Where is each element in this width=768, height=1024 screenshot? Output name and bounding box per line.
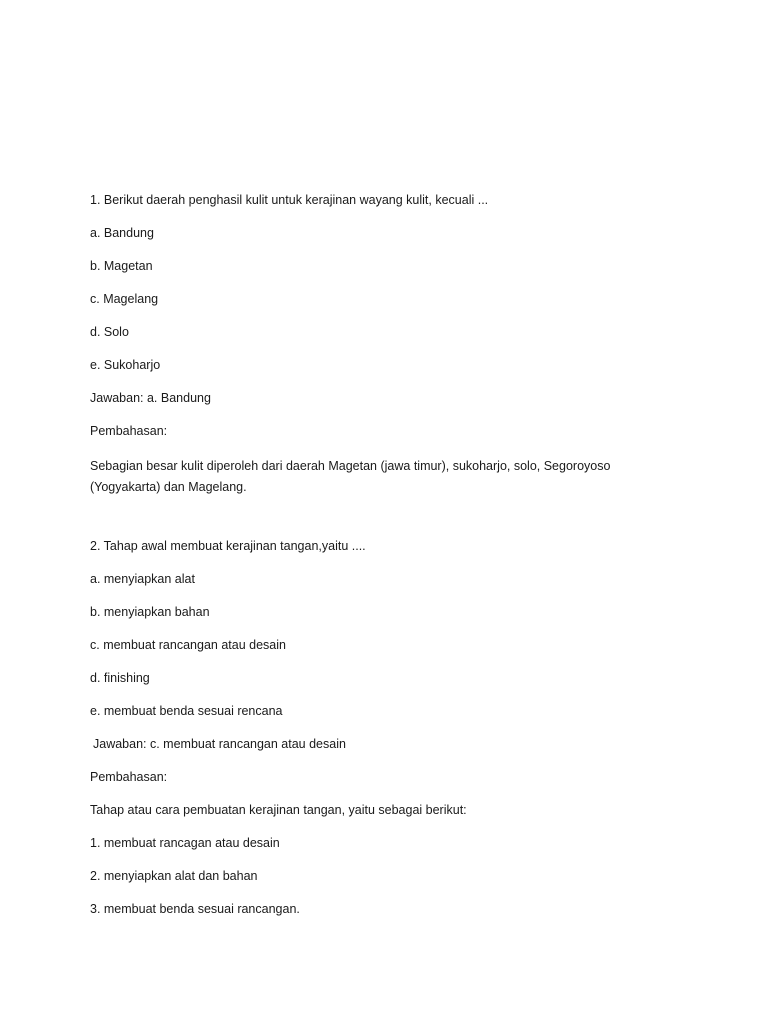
question-2-option-d: d. finishing <box>90 671 150 685</box>
question-2-option-b: b. menyiapkan bahan <box>90 605 210 619</box>
question-1-option-e: e. Sukoharjo <box>90 358 161 372</box>
question-2-answer: Jawaban: c. membuat rancangan atau desain <box>93 737 346 751</box>
question-2-step-1: 1. membuat rancagan atau desain <box>90 836 280 850</box>
question-1-text: 1. Berikut daerah penghasil kulit untuk kerajinan wayang kulit, kecuali ... <box>90 193 489 207</box>
question-2-discussion-label: Pembahasan: <box>90 770 168 784</box>
question-1-discussion-label: Pembahasan: <box>90 424 168 438</box>
question-1-option-a: a. Bandung <box>90 226 154 240</box>
question-1-option-c: c. Magelang <box>90 292 159 306</box>
question-2-text: 2. Tahap awal membuat kerajinan tangan,yaitu .... <box>90 539 366 553</box>
question-2-option-e: e. membuat benda sesuai rencana <box>90 704 283 718</box>
question-2-option-c: c. membuat rancangan atau desain <box>90 638 286 652</box>
question-2-option-a: a. menyiapkan alat <box>90 572 195 586</box>
document-page <box>90 192 690 934</box>
question-1-option-d: d. Solo <box>90 325 129 339</box>
question-2-step-2: 2. menyiapkan alat dan bahan <box>90 869 258 883</box>
question-1-discussion <box>90 456 690 498</box>
question-1-answer: Jawaban: a. Bandung <box>90 391 211 405</box>
question-2-discussion-intro: Tahap atau cara pembuatan kerajinan tangan, yaitu sebagai berikut: <box>90 803 467 817</box>
question-1-option-b: b. Magetan <box>90 259 153 273</box>
question-2-step-3: 3. membuat benda sesuai rancangan. <box>90 902 300 916</box>
question-1-discussion-line-1: Sebagian besar kulit diperoleh dari daerah Magetan (jawa timur), sukoharjo, solo, Segoroyoso <box>90 459 611 473</box>
question-1-discussion-line-2: (Yogyakarta) dan Magelang. <box>90 480 247 494</box>
